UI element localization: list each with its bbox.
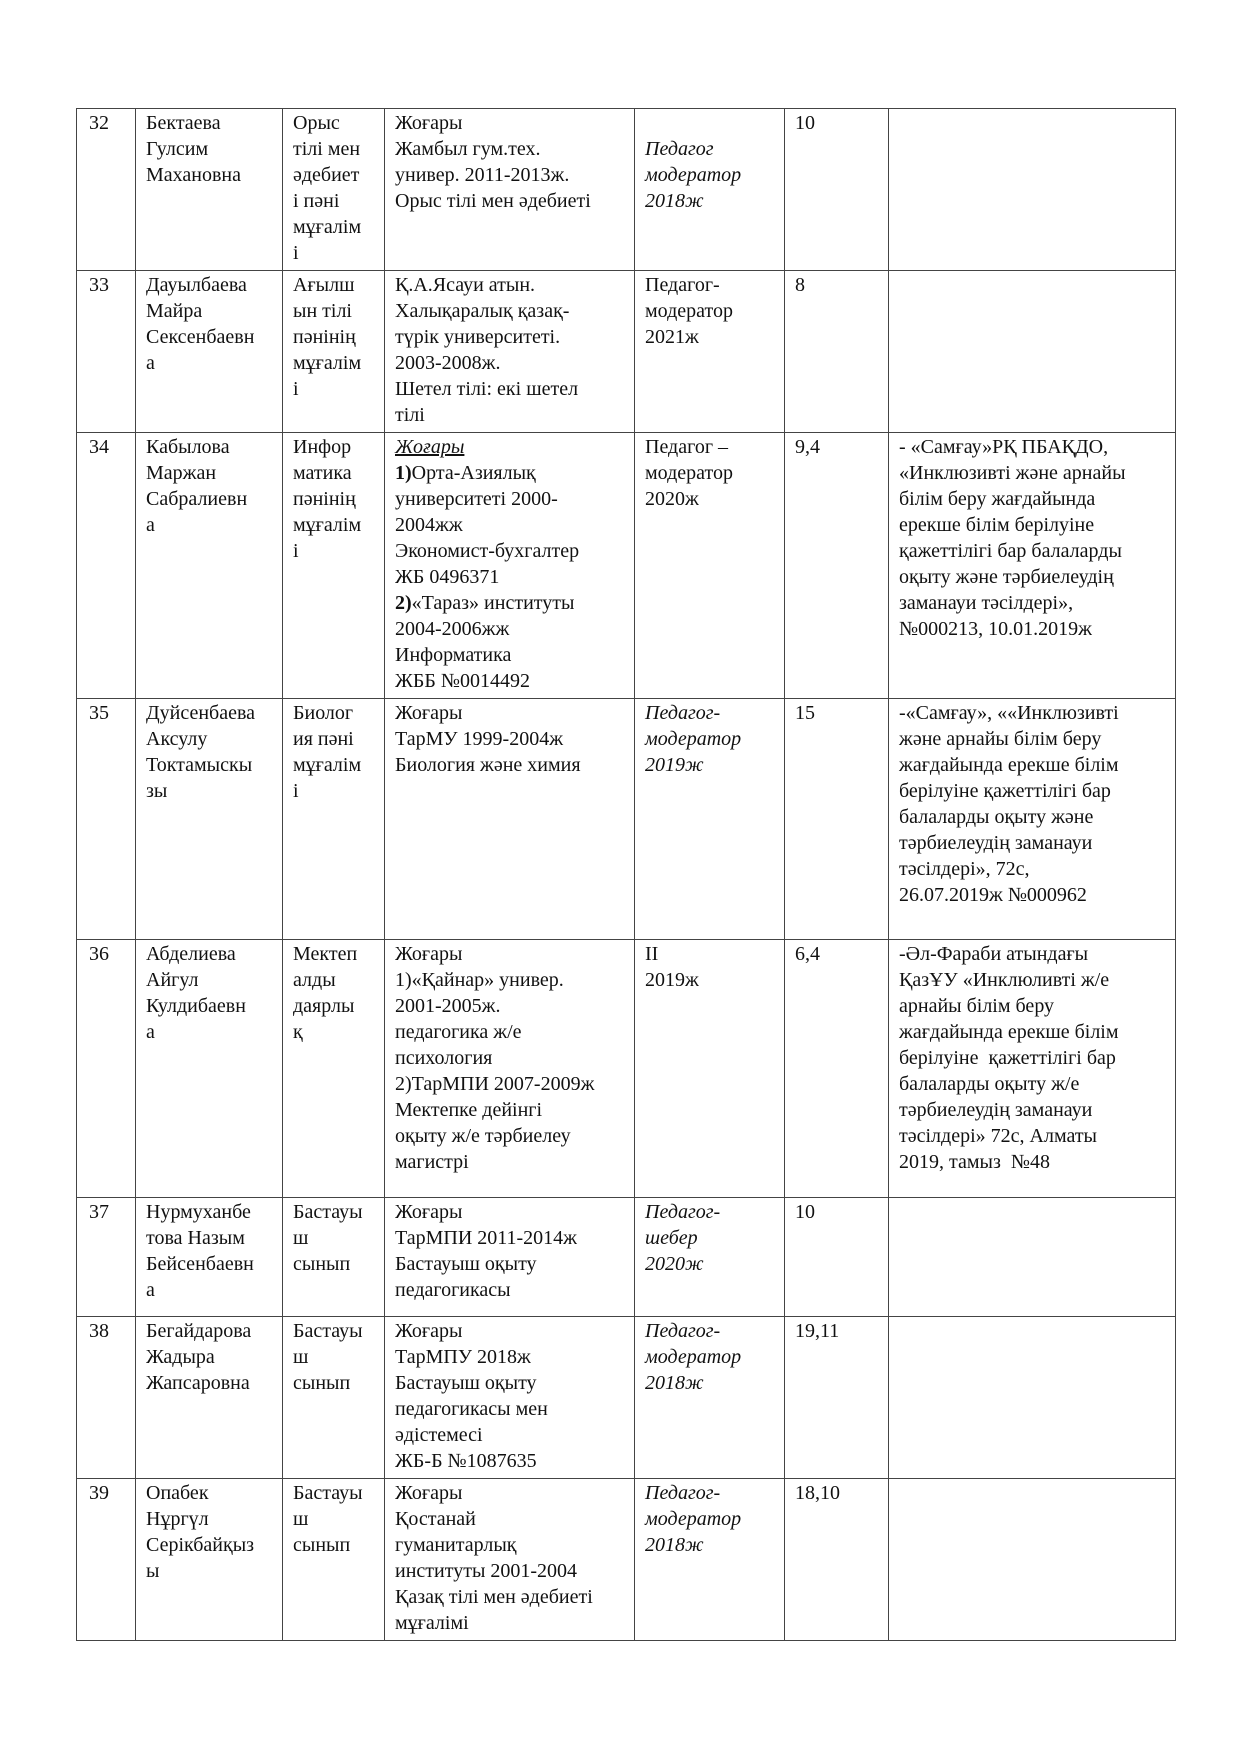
- line-text: 2)ТарМПИ 2007-2009ж: [395, 1073, 595, 1095]
- cell-line: [395, 1199, 624, 1225]
- line-text: педагогика ж/е: [395, 1021, 522, 1043]
- education-cell: [385, 433, 635, 699]
- cell-line: [395, 700, 624, 726]
- category-cell: [635, 109, 785, 271]
- cell-line: даярлы: [293, 995, 355, 1017]
- experience-cell: 9,4: [785, 433, 889, 699]
- cell-line: [395, 1123, 624, 1149]
- cell-line: [395, 642, 624, 668]
- cell-line: [395, 1045, 624, 1071]
- cell-line: [395, 324, 624, 350]
- cell-line: мұғалім: [293, 514, 362, 536]
- cell-line: і пәні: [293, 190, 340, 212]
- cell-line: [395, 1396, 624, 1422]
- cell-line: тәсілдері» 72с, Алматы: [899, 1125, 1097, 1147]
- line-text: Орта-Азиялық: [411, 462, 536, 484]
- cell-line: Сабралиевн: [146, 488, 248, 510]
- cell-line: модератор: [645, 300, 733, 322]
- subject-cell: [283, 109, 385, 271]
- cell-line: заманауи тәсілдері»,: [899, 592, 1074, 614]
- table-row: [77, 433, 1176, 699]
- cell-line: 2018ж: [645, 190, 704, 212]
- cell-line: [395, 1532, 624, 1558]
- education-cell: [385, 1317, 635, 1479]
- cell-line: [395, 162, 624, 188]
- subject-cell: [283, 1317, 385, 1479]
- cell-line: Педагог-: [645, 1320, 721, 1342]
- cell-line: [395, 1370, 624, 1396]
- cell-line: -Әл-Фараби атындағы: [899, 943, 1089, 965]
- cell-line: пәнінің: [293, 326, 356, 348]
- cell-line: -«Самғау», ««Инклюзивті: [899, 702, 1119, 724]
- cell-line: [395, 1251, 624, 1277]
- cell-line: [645, 110, 774, 136]
- cell-line: Нурмуханбе: [146, 1201, 251, 1223]
- experience-cell: 15: [785, 699, 889, 940]
- cell-line: арнайы білім беру: [899, 995, 1055, 1017]
- cell-line: і: [293, 780, 299, 802]
- cell-line: ын тілі: [293, 300, 352, 322]
- cell-line: [395, 564, 624, 590]
- cell-line: а: [146, 514, 155, 536]
- cell-line: 2019ж: [645, 754, 704, 776]
- cell-line: [395, 538, 624, 564]
- cell-line: [395, 298, 624, 324]
- cell-line: берілуіне қажеттілігі бар: [899, 1047, 1116, 1069]
- teacher-name-cell: [136, 699, 283, 940]
- cell-line: ерекше білім берілуіне: [899, 514, 1095, 536]
- cell-line: а: [146, 352, 155, 374]
- cell-line: Жадыра: [146, 1346, 215, 1368]
- cell-line: Нұргүл: [146, 1508, 209, 1530]
- cell-line: [395, 967, 624, 993]
- experience-cell: 18,10: [785, 1479, 889, 1641]
- cell-line: ш: [293, 1227, 309, 1249]
- cell-line: а: [146, 1021, 155, 1043]
- line-text: Мектепке дейінгі: [395, 1099, 543, 1121]
- cell-line: і: [293, 242, 299, 264]
- cell-line: пәнінің: [293, 488, 356, 510]
- cell-line: балаларды оқыту және: [899, 806, 1094, 828]
- cell-line: оқыту және тәрбиелеудің: [899, 566, 1114, 588]
- cell-line: 2020ж: [645, 1253, 704, 1275]
- cell-line: Бектаева: [146, 112, 221, 134]
- category-cell: [635, 433, 785, 699]
- cell-line: сынып: [293, 1372, 351, 1394]
- line-text: ТарМПУ 2018ж: [395, 1346, 531, 1368]
- cell-line: 2020ж: [645, 488, 699, 510]
- cell-line: [395, 1149, 624, 1175]
- cell-line: шебер: [645, 1227, 698, 1249]
- cell-line: і: [293, 540, 299, 562]
- cell-line: Бейсенбаевн: [146, 1253, 254, 1275]
- line-text: магистрі: [395, 1151, 469, 1173]
- line-text: институты 2001-2004: [395, 1560, 578, 1582]
- line-text: Жоғары: [395, 1320, 463, 1342]
- experience-cell: 10: [785, 1198, 889, 1317]
- cell-line: [395, 486, 624, 512]
- cell-line: Серікбайқыз: [146, 1534, 255, 1556]
- education-cell: [385, 271, 635, 433]
- cell-line: а: [146, 1279, 155, 1301]
- cell-line: Кабылова: [146, 436, 230, 458]
- line-text: мұғалімі: [395, 1612, 469, 1634]
- cell-line: Педагог-: [645, 702, 721, 724]
- cell-line: [395, 1318, 624, 1344]
- line-text: Биология және химия: [395, 754, 581, 776]
- courses-cell: [889, 271, 1176, 433]
- courses-cell: [889, 1198, 1176, 1317]
- line-text: гуманитарлық: [395, 1534, 517, 1556]
- experience-cell: 19,11: [785, 1317, 889, 1479]
- cell-line: Педагог –: [645, 436, 729, 458]
- line-text: Бастауыш оқыту: [395, 1253, 537, 1275]
- cell-line: [395, 1097, 624, 1123]
- line-text: Қ.А.Ясауи атын.: [395, 274, 536, 296]
- cell-line: 2018ж: [645, 1372, 704, 1394]
- courses-cell: [889, 433, 1176, 699]
- cell-line: [395, 136, 624, 162]
- cell-line: Инфор: [293, 436, 352, 458]
- cell-line: тәрбиелеудің заманауи: [899, 1099, 1093, 1121]
- cell-line: Абделиева: [146, 943, 236, 965]
- cell-line: білім беру жағдайында: [899, 488, 1096, 510]
- cell-line: Орыс: [293, 112, 340, 134]
- row-number: 32: [77, 109, 136, 271]
- teacher-name-cell: [136, 1317, 283, 1479]
- line-text: Шетел тілі: екі шетел: [395, 378, 579, 400]
- cell-line: [395, 616, 624, 642]
- category-cell: [635, 1317, 785, 1479]
- line-text: Жоғары: [395, 943, 463, 965]
- cell-line: [395, 512, 624, 538]
- row-number: 35: [77, 699, 136, 940]
- cell-line: сынып: [293, 1253, 351, 1275]
- line-text: 2004жж: [395, 514, 463, 536]
- line-text: «Тараз» институты: [411, 592, 575, 614]
- cell-line: Сексенбаевн: [146, 326, 255, 348]
- cell-line: [395, 188, 624, 214]
- cell-line: жағдайында ерекше білім: [899, 1021, 1119, 1043]
- line-text: универ. 2011-2013ж.: [395, 164, 570, 186]
- cell-line: [395, 1610, 624, 1636]
- line-text: Жоғары: [395, 436, 465, 458]
- cell-line: това Назым: [146, 1227, 245, 1249]
- table-row: [77, 940, 1176, 1198]
- cell-line: [395, 1422, 624, 1448]
- category-cell: [635, 1479, 785, 1641]
- line-text: ЖББ №0014492: [395, 670, 530, 692]
- cell-line: Бастауы: [293, 1482, 363, 1504]
- row-number: 39: [77, 1479, 136, 1641]
- cell-line: [395, 993, 624, 1019]
- cell-line: және арнайы білім беру: [899, 728, 1102, 750]
- table-body: [77, 109, 1176, 1641]
- line-text: Орыс тілі мен әдебиеті: [395, 190, 591, 212]
- cell-line: [395, 1558, 624, 1584]
- line-text: Бастауыш оқыту: [395, 1372, 537, 1394]
- cell-line: і: [293, 378, 299, 400]
- category-cell: [635, 1198, 785, 1317]
- courses-cell: [889, 699, 1176, 940]
- cell-line: Педагог-: [645, 274, 720, 296]
- line-text: 1)«Қайнар» универ.: [395, 969, 564, 991]
- cell-line: модератор: [645, 728, 742, 750]
- cell-line: Дауылбаева: [146, 274, 247, 296]
- list-marker: 1): [395, 462, 412, 484]
- cell-line: [395, 1344, 624, 1370]
- cell-line: 2019, тамыз №48: [899, 1151, 1050, 1173]
- cell-line: [395, 1506, 624, 1532]
- cell-line: [395, 1277, 624, 1303]
- cell-line: алды: [293, 969, 336, 991]
- cell-line: [395, 376, 624, 402]
- list-marker: 2): [395, 592, 412, 614]
- cell-line: Бастауы: [293, 1201, 363, 1223]
- cell-line: [395, 590, 624, 616]
- cell-line: [395, 1071, 624, 1097]
- courses-cell: [889, 1317, 1176, 1479]
- cell-line: [395, 350, 624, 376]
- cell-line: Бастауы: [293, 1320, 363, 1342]
- experience-cell: 10: [785, 109, 889, 271]
- row-number: 36: [77, 940, 136, 1198]
- line-text: Экономист-бухгалтер: [395, 540, 580, 562]
- cell-line: балаларды оқыту ж/е: [899, 1073, 1080, 1095]
- cell-line: зы: [146, 780, 168, 802]
- cell-line: Аксулу: [146, 728, 208, 750]
- cell-line: [395, 1448, 624, 1474]
- cell-line: қ: [293, 1021, 303, 1043]
- line-text: 2001-2005ж.: [395, 995, 501, 1017]
- cell-line: - «Самғау»РҚ ПБАҚДО,: [899, 436, 1109, 458]
- education-cell: [385, 699, 635, 940]
- experience-cell: 6,4: [785, 940, 889, 1198]
- line-text: Қостанай: [395, 1508, 476, 1530]
- cell-line: жағдайында ерекше білім: [899, 754, 1119, 776]
- cell-line: Педагог-: [645, 1201, 721, 1223]
- cell-line: Ағылш: [293, 274, 355, 296]
- cell-line: «Инклюзивті және арнайы: [899, 462, 1126, 484]
- cell-line: Мектеп: [293, 943, 358, 965]
- cell-line: №000213, 10.01.2019ж: [899, 618, 1092, 640]
- courses-cell: [889, 1479, 1176, 1641]
- row-number: 37: [77, 1198, 136, 1317]
- line-text: түрік университеті.: [395, 326, 561, 348]
- courses-cell: [889, 940, 1176, 1198]
- line-text: Жоғары: [395, 1482, 463, 1504]
- line-text: педагогикасы: [395, 1279, 511, 1301]
- cell-line: [395, 434, 624, 460]
- table-row: [77, 1479, 1176, 1641]
- cell-line: Айгул: [146, 969, 199, 991]
- cell-line: Педагог: [645, 138, 714, 160]
- cell-line: ы: [146, 1560, 160, 1582]
- cell-line: сынып: [293, 1534, 351, 1556]
- staff-table: [76, 108, 1176, 1641]
- line-text: университеті 2000-: [395, 488, 558, 510]
- line-text: Жоғары: [395, 1201, 463, 1223]
- cell-line: Гулсим: [146, 138, 209, 160]
- line-text: Жоғары: [395, 112, 463, 134]
- cell-line: 2018ж: [645, 1534, 704, 1556]
- cell-line: Жапсаровна: [146, 1372, 250, 1394]
- category-cell: [635, 699, 785, 940]
- cell-line: 2021ж: [645, 326, 699, 348]
- cell-line: Маржан: [146, 462, 217, 484]
- line-text: Қазақ тілі мен әдебиеті: [395, 1586, 593, 1608]
- courses-cell: [889, 109, 1176, 271]
- cell-line: Токтамыскы: [146, 754, 253, 776]
- cell-line: Опабек: [146, 1482, 209, 1504]
- education-cell: [385, 940, 635, 1198]
- table-row: [77, 699, 1176, 940]
- cell-line: ш: [293, 1508, 309, 1530]
- cell-line: әдебиет: [293, 164, 360, 186]
- subject-cell: [283, 940, 385, 1198]
- table-row: [77, 1198, 1176, 1317]
- cell-line: модератор: [645, 1346, 742, 1368]
- cell-line: [395, 1480, 624, 1506]
- table-row: [77, 109, 1176, 271]
- teacher-name-cell: [136, 433, 283, 699]
- cell-line: мұғалім: [293, 754, 362, 776]
- cell-line: ҚазҰУ «Инклюливті ж/е: [899, 969, 1110, 991]
- cell-line: Майра: [146, 300, 203, 322]
- cell-line: матика: [293, 462, 352, 484]
- line-text: оқыту ж/е тәрбиелеу: [395, 1125, 571, 1147]
- cell-line: қажеттілігі бар балаларды: [899, 540, 1122, 562]
- education-cell: [385, 1198, 635, 1317]
- line-text: ТарМУ 1999-2004ж: [395, 728, 564, 750]
- cell-line: [395, 402, 624, 428]
- cell-line: [395, 668, 624, 694]
- cell-line: мұғалім: [293, 216, 362, 238]
- teacher-name-cell: [136, 940, 283, 1198]
- subject-cell: [283, 699, 385, 940]
- line-text: Халықаралық қазақ-: [395, 300, 570, 322]
- cell-line: тәрбиелеудің заманауи: [899, 832, 1093, 854]
- table-row: [77, 271, 1176, 433]
- education-cell: [385, 1479, 635, 1641]
- cell-line: тәсілдері», 72с,: [899, 858, 1030, 880]
- cell-line: модератор: [645, 462, 733, 484]
- cell-line: ІІ: [645, 943, 659, 965]
- experience-cell: 8: [785, 271, 889, 433]
- teacher-name-cell: [136, 1198, 283, 1317]
- category-cell: [635, 940, 785, 1198]
- subject-cell: [283, 1479, 385, 1641]
- education-cell: [385, 109, 635, 271]
- cell-line: [395, 110, 624, 136]
- teacher-name-cell: [136, 271, 283, 433]
- line-text: ЖБ 0496371: [395, 566, 500, 588]
- subject-cell: [283, 433, 385, 699]
- cell-line: модератор: [645, 1508, 742, 1530]
- cell-line: Дуйсенбаева: [146, 702, 256, 724]
- cell-line: [395, 1584, 624, 1610]
- cell-line: берілуіне қажеттілігі бар: [899, 780, 1111, 802]
- category-cell: [635, 271, 785, 433]
- line-text: ЖБ-Б №1087635: [395, 1450, 537, 1472]
- row-number: 33: [77, 271, 136, 433]
- subject-cell: [283, 1198, 385, 1317]
- cell-line: мұғалім: [293, 352, 362, 374]
- cell-line: [395, 272, 624, 298]
- cell-line: [395, 1019, 624, 1045]
- cell-line: [395, 1225, 624, 1251]
- cell-line: [395, 726, 624, 752]
- cell-line: [395, 941, 624, 967]
- line-text: әдістемесі: [395, 1424, 483, 1446]
- cell-line: Кулдибаевн: [146, 995, 246, 1017]
- line-text: Информатика: [395, 644, 512, 666]
- cell-line: Биолог: [293, 702, 354, 724]
- cell-line: 26.07.2019ж №000962: [899, 884, 1087, 906]
- subject-cell: [283, 271, 385, 433]
- cell-line: Махановна: [146, 164, 241, 186]
- row-number: 34: [77, 433, 136, 699]
- cell-line: ия пәні: [293, 728, 354, 750]
- line-text: 2003-2008ж.: [395, 352, 501, 374]
- line-text: 2004-2006жж: [395, 618, 510, 640]
- line-text: педагогикасы мен: [395, 1398, 548, 1420]
- cell-line: 2019ж: [645, 969, 699, 991]
- cell-line: тілі мен: [293, 138, 361, 160]
- row-number: 38: [77, 1317, 136, 1479]
- cell-line: модератор: [645, 164, 742, 186]
- cell-line: [395, 460, 624, 486]
- line-text: Жоғары: [395, 702, 463, 724]
- cell-line: ш: [293, 1346, 309, 1368]
- line-text: тілі: [395, 404, 425, 426]
- line-text: Жамбыл гум.тех.: [395, 138, 541, 160]
- teacher-name-cell: [136, 109, 283, 271]
- cell-line: Бегайдарова: [146, 1320, 252, 1342]
- line-text: ТарМПИ 2011-2014ж: [395, 1227, 578, 1249]
- table-row: [77, 1317, 1176, 1479]
- line-text: психология: [395, 1047, 493, 1069]
- cell-line: Педагог-: [645, 1482, 721, 1504]
- teacher-name-cell: [136, 1479, 283, 1641]
- cell-line: [395, 752, 624, 778]
